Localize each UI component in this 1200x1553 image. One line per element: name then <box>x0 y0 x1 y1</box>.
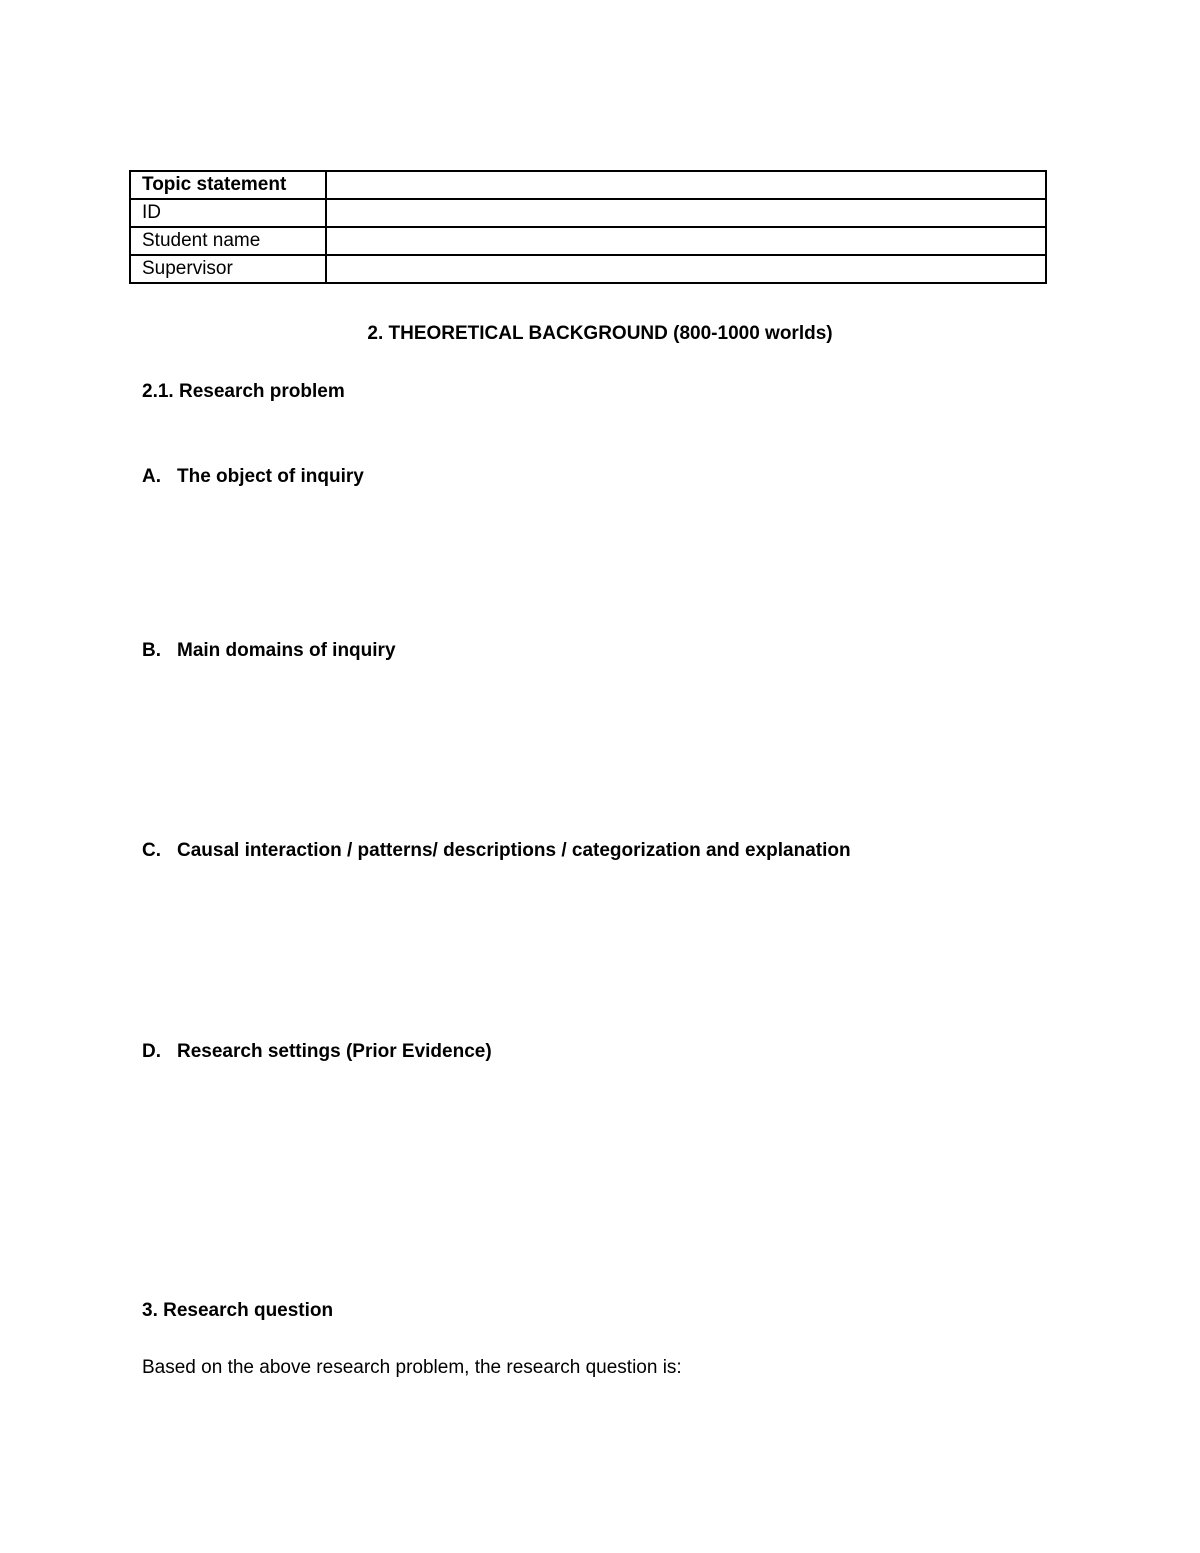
research-question-title: 3. Research question <box>142 1300 334 1321</box>
topic-statement-label: Topic statement <box>130 171 326 199</box>
item-text: Research settings (Prior Evidence) <box>177 1041 492 1062</box>
supervisor-label: Supervisor <box>130 255 326 283</box>
topic-statement-value[interactable] <box>326 171 1046 199</box>
item-b <box>142 639 396 663</box>
info-table <box>129 170 1047 284</box>
item-text: Causal interaction / patterns/ descriptions / categorization and explanation <box>177 840 851 861</box>
student-name-value[interactable] <box>326 227 1046 255</box>
subsection-title: 2.1. Research problem <box>142 381 345 402</box>
item-c <box>142 839 851 863</box>
item-letter: D. <box>142 1041 161 1062</box>
item-letter: A. <box>142 466 161 487</box>
research-question-body: Based on the above research problem, the research question is: <box>142 1357 682 1378</box>
supervisor-value[interactable] <box>326 255 1046 283</box>
table-row <box>130 227 1046 255</box>
id-value[interactable] <box>326 199 1046 227</box>
table-row <box>130 255 1046 283</box>
item-d <box>142 1040 492 1064</box>
section-title: 2. THEORETICAL BACKGROUND (800-1000 worlds) <box>367 323 833 344</box>
item-text: The object of inquiry <box>177 466 364 487</box>
id-label: ID <box>130 199 326 227</box>
table-row <box>130 199 1046 227</box>
table-row <box>130 171 1046 199</box>
item-letter: C. <box>142 840 161 861</box>
student-name-label: Student name <box>130 227 326 255</box>
item-letter: B. <box>142 640 161 661</box>
item-a <box>142 465 364 489</box>
item-text: Main domains of inquiry <box>177 640 396 661</box>
